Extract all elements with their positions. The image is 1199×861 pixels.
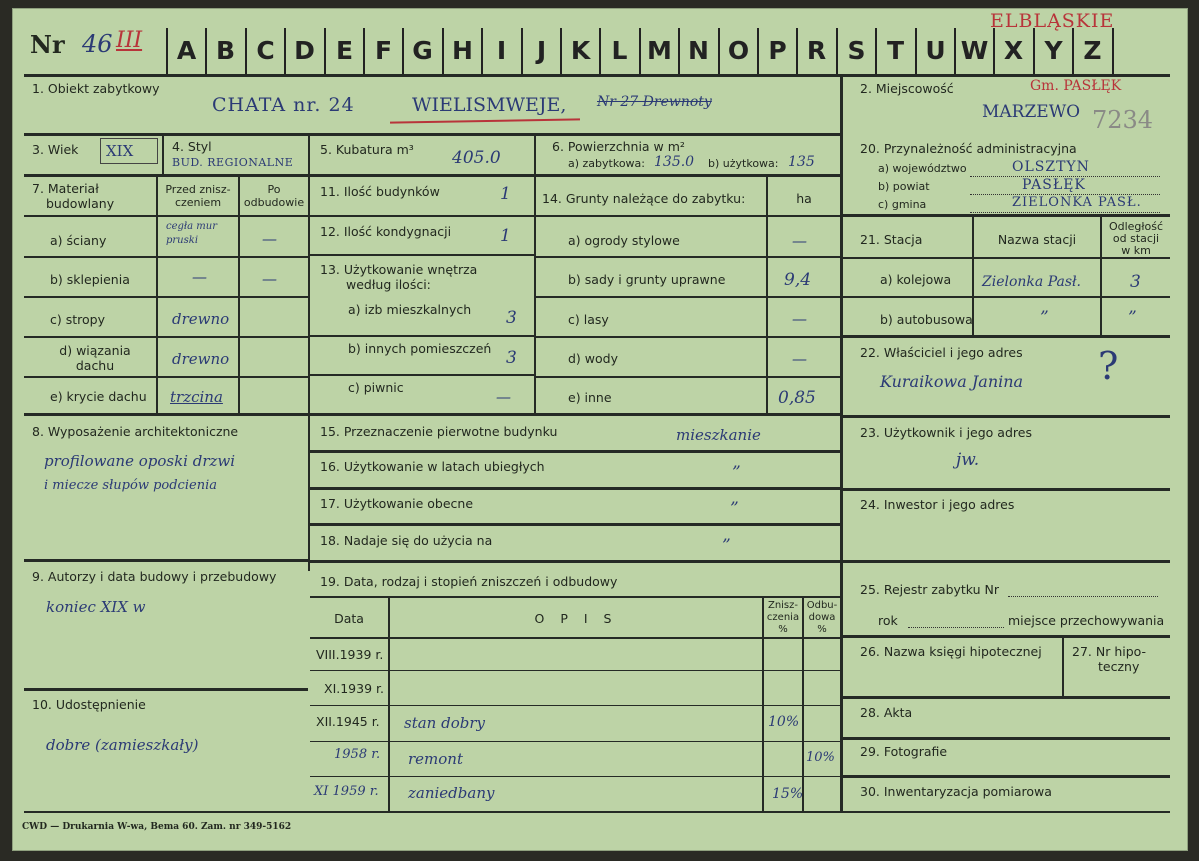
f14-label: 14. Grunty należące do zabytku:	[542, 191, 746, 206]
rule	[24, 133, 840, 136]
f8-line2: i miecze słupów podcienia	[44, 478, 217, 493]
rule	[310, 374, 534, 376]
dotted-line	[970, 212, 1160, 213]
rule	[843, 775, 1170, 778]
f17-label: 17. Użytkowanie obecne	[320, 496, 474, 511]
letter-m: M	[647, 35, 672, 65]
rule	[24, 296, 308, 298]
f19-col-date: Data	[334, 611, 364, 626]
f21-col-dist-3: w km	[1121, 244, 1151, 257]
rule	[162, 136, 164, 176]
rule	[24, 413, 840, 416]
f15-label: 15. Przeznaczenie pierwotne budynku	[320, 424, 558, 439]
rule	[24, 559, 308, 562]
f13-label-1: 13. Użytkowanie wnętrza	[320, 262, 478, 277]
f23-value: jw.	[956, 450, 980, 470]
f14-row-b-label: b) sady i grunty uprawne	[568, 272, 726, 287]
f6-val-b: 135	[788, 154, 815, 170]
rule	[24, 215, 308, 217]
f21-row-a-dist: 3	[1130, 272, 1141, 292]
f2-pencil: 7234	[1092, 106, 1154, 134]
f2-value: MARZEWO	[982, 102, 1081, 122]
f19-row-5-destr: 15%	[772, 786, 804, 802]
f23-label: 23. Użytkownik i jego adres	[860, 425, 1032, 440]
rule	[536, 376, 840, 378]
nr-value: 46	[82, 30, 113, 58]
letter-l: L	[611, 35, 628, 65]
f29-label: 29. Fotografie	[860, 744, 948, 759]
letter-z: Z	[1083, 35, 1102, 65]
rule	[843, 415, 1170, 418]
f7-row-c-label: c) stropy	[50, 312, 105, 327]
f14-row-e-value: 0,85	[778, 388, 816, 408]
rule	[536, 215, 840, 217]
letter-divider	[1112, 28, 1114, 74]
f5-value: 405.0	[452, 148, 501, 168]
f14-unit: ha	[796, 191, 812, 206]
rule	[843, 635, 1170, 638]
rule	[24, 256, 308, 258]
f20-b-label: b) powiat	[878, 180, 930, 193]
f19-row-3-desc: stan dobry	[404, 714, 485, 732]
f26-label: 26. Nazwa księgi hipotecznej	[860, 644, 1042, 659]
rule	[843, 296, 1170, 298]
f8-line1: profilowane oposki drzwi	[44, 452, 236, 470]
f19-col-destr-3: %	[778, 624, 788, 635]
f13-row-a-value: 3	[506, 308, 517, 328]
letter-p: P	[768, 35, 787, 65]
f7-col-before-1: Przed znisz-	[165, 183, 231, 196]
f20-a-label: a) województwo	[878, 162, 967, 175]
rule	[843, 560, 1170, 563]
rule	[24, 376, 308, 378]
letter-c: C	[256, 35, 275, 65]
letter-u: U	[925, 35, 946, 65]
f16-label: 16. Użytkowanie w latach ubiegłych	[320, 459, 545, 474]
rule	[843, 214, 1170, 217]
f28-label: 28. Akta	[860, 705, 913, 720]
rule	[534, 136, 536, 416]
f1-underline	[390, 118, 580, 123]
f7-col-after-1: Po	[267, 183, 281, 196]
rule	[843, 696, 1170, 699]
rule	[310, 741, 840, 742]
f2-red-note: Gm. PASŁĘK	[1030, 78, 1122, 94]
f15-value: mieszkanie	[676, 426, 761, 444]
f19-row-4-rebuild: 10%	[806, 750, 835, 765]
f19-row-3-date: XII.1945 r.	[316, 714, 380, 729]
f7-row-c-before: drewno	[172, 310, 230, 328]
f20-a-value: OLSZTYN	[1012, 159, 1090, 175]
letter-k: K	[570, 35, 591, 65]
rule	[310, 776, 840, 777]
f18-value: ”	[722, 536, 731, 556]
f13-row-c-label: c) piwnic	[348, 380, 404, 395]
f21-row-a-label: a) kolejowa	[880, 272, 952, 287]
f11-label: 11. Ilość budynków	[320, 184, 440, 199]
rule	[308, 136, 310, 571]
f19-col-destr-2: czenia	[766, 612, 800, 623]
letter-f: F	[374, 35, 393, 65]
f14-row-a-value: —	[792, 232, 807, 250]
f22-label: 22. Właściciel i jego adres	[860, 345, 1023, 360]
footer-imprint: CWD — Drukarnia W-wa, Bema 60. Zam. nr 349-5162	[22, 822, 292, 832]
f3-label: 3. Wiek	[32, 142, 79, 157]
rule	[24, 336, 308, 338]
f19-label: 19. Data, rodzaj i stopień zniszczeń i odbudowy	[320, 574, 618, 589]
f12-label: 12. Ilość kondygnacji	[320, 224, 452, 239]
f13-row-c-value: —	[496, 388, 511, 406]
f7-row-b-after: —	[262, 270, 277, 288]
rule	[840, 77, 843, 812]
f16-value: ”	[732, 463, 741, 483]
f13-label-2: według ilości:	[346, 277, 431, 292]
f14-row-a-label: a) ogrody stylowe	[568, 233, 680, 248]
rule	[310, 560, 840, 563]
f7-row-d-label: d) wiązania dachu	[59, 343, 131, 373]
letter-t: T	[886, 35, 905, 65]
f1-label: 1. Obiekt zabytkowy	[32, 81, 160, 96]
f14-row-e-label: e) inne	[568, 390, 612, 405]
f14-row-b-value: 9,4	[784, 270, 812, 290]
f9-label: 9. Autorzy i data budowy i przebudowy	[32, 569, 277, 584]
f22-mark: ?	[1098, 344, 1119, 388]
rule	[24, 688, 308, 691]
f14-row-d-label: d) wody	[568, 351, 618, 366]
f25-place: miejsce przechowywania	[1008, 613, 1165, 628]
f19-col-rebuild-3: %	[817, 624, 827, 635]
f11-value: 1	[500, 184, 511, 204]
rule	[310, 215, 534, 217]
rule	[310, 705, 840, 706]
f21-col-name: Nazwa stacji	[997, 232, 1077, 247]
f19-row-3-destr: 10%	[768, 714, 800, 730]
f19-col-desc: O P I S	[534, 611, 618, 626]
f19-col-destr-1: Znisz-	[767, 600, 799, 611]
red-region-note: ELBLĄSKIE	[990, 10, 1115, 32]
f21-col-dist-1: Odległość	[1108, 220, 1164, 233]
letter-g: G	[412, 35, 433, 65]
f1-value: CHATA nr. 24	[212, 94, 355, 116]
f12-value: 1	[500, 226, 511, 246]
f7-row-a-after: —	[262, 230, 277, 248]
f27-label-2: teczny	[1098, 659, 1140, 674]
f25-label: 25. Rejestr zabytku Nr	[860, 582, 1000, 597]
rule	[843, 488, 1170, 491]
header-rule	[24, 74, 1170, 77]
f7-row-a-label: a) ściany	[50, 233, 107, 248]
f7-row-e-before: trzcina	[170, 388, 223, 406]
letter-s: S	[847, 35, 866, 65]
f21-label: 21. Stacja	[860, 232, 923, 247]
f19-row-5-desc: zaniedbany	[408, 784, 495, 802]
f5-label: 5. Kubatura m³	[320, 142, 414, 157]
f10-value: dobre (zamieszkały)	[46, 736, 199, 754]
dotted-line	[1008, 596, 1158, 597]
f9-value: koniec XIX w	[46, 598, 146, 616]
letter-d: D	[294, 35, 315, 65]
rule	[310, 335, 534, 337]
dotted-line	[908, 627, 1004, 628]
f18-label: 18. Nadaje się do użycia na	[320, 533, 493, 548]
f19-col-rebuild-2: dowa	[808, 612, 836, 623]
f7-col-after-2: odbudowie	[243, 196, 305, 209]
rule	[843, 335, 1170, 338]
f7-row-d-before: drewno	[172, 350, 230, 368]
rule	[310, 670, 840, 671]
rule	[310, 254, 534, 256]
letter-x: X	[1003, 35, 1024, 65]
f7-row-b-label: b) sklepienia	[50, 272, 130, 287]
f20-c-value: ZIELONKA PASŁ.	[1012, 195, 1142, 210]
letter-o: O	[727, 35, 750, 65]
f13-row-a-label: a) izb mieszkalnych	[348, 302, 472, 317]
f7-row-a-before: cegła mur pruski	[166, 221, 218, 246]
f14-row-d-value: —	[792, 350, 807, 368]
f4-label: 4. Styl	[172, 139, 212, 154]
letter-j: J	[536, 35, 547, 65]
rule	[843, 257, 1170, 259]
f2-label: 2. Miejscowość	[860, 81, 954, 96]
nr-label: Nr	[30, 30, 65, 59]
f20-label: 20. Przynależność administracyjna	[860, 141, 1077, 156]
letter-w: W	[960, 35, 989, 65]
f19-row-5-date: XI 1959 r.	[314, 784, 379, 799]
f7-col-before-2: czeniem	[174, 196, 222, 209]
f7-label-2: budowlany	[46, 196, 115, 211]
letter-n: N	[688, 35, 709, 65]
f6-sub-b: b) użytkowa:	[708, 157, 779, 170]
f19-row-4-date: 1958 r.	[334, 747, 381, 762]
f14-row-c-label: c) lasy	[568, 312, 609, 327]
f17-value: ”	[730, 499, 739, 519]
letter-a: A	[176, 35, 197, 65]
f21-row-a-name: Zielonka Pasł.	[982, 274, 1082, 290]
letter-b: B	[215, 35, 236, 65]
f4-value: BUD. REGIONALNE	[172, 156, 294, 169]
rule	[310, 450, 840, 453]
f21-col-dist-2: od stacji	[1112, 232, 1160, 245]
f20-c-label: c) gmina	[878, 198, 927, 211]
f19-row-4-desc: remont	[408, 750, 463, 768]
f13-row-b-value: 3	[506, 348, 517, 368]
rule	[843, 737, 1170, 740]
f6-label: 6. Powierzchnia w m²	[552, 139, 685, 154]
letter-e: E	[335, 35, 354, 65]
f8-label: 8. Wyposażenie architektoniczne	[32, 424, 239, 439]
nr-suffix: III	[116, 28, 143, 53]
rule	[536, 256, 840, 258]
f19-row-2-date: XI.1939 r.	[324, 681, 384, 696]
f27-label-1: 27. Nr hipo-	[1072, 644, 1147, 659]
f1-value2: WIELISMWEJE,	[412, 94, 567, 116]
f13-row-b-label: b) innych pomieszczeń	[348, 341, 492, 356]
f10-label: 10. Udostępnienie	[32, 697, 146, 712]
f22-value: Kuraikowa Janina	[880, 372, 1024, 391]
f7-row-e-label: e) krycie dachu	[50, 389, 147, 404]
f1-struck: Nr 27 Drewnoty	[597, 94, 712, 110]
letter-r: R	[806, 35, 827, 65]
letter-i: I	[496, 35, 507, 65]
rule	[536, 336, 840, 338]
f3-value: XIX	[106, 142, 134, 160]
rule	[388, 596, 390, 812]
f25-rok: rok	[878, 613, 898, 628]
record-card	[12, 8, 1188, 851]
rule	[310, 523, 840, 526]
f20-b-value: PASŁĘK	[1022, 177, 1086, 193]
rule	[24, 174, 840, 177]
f7-row-b-before: —	[192, 268, 207, 286]
f19-col-rebuild-1: Odbu-	[806, 600, 838, 611]
letter-y: Y	[1044, 35, 1063, 65]
f6-sub-a: a) zabytkowa:	[568, 157, 645, 170]
f21-row-b-name: ”	[1040, 308, 1049, 328]
rule	[1062, 637, 1064, 697]
rule	[536, 296, 840, 298]
f19-row-1-date: VIII.1939 r.	[316, 647, 384, 662]
letter-h: H	[452, 35, 473, 65]
f21-row-b-label: b) autobusowa	[880, 312, 973, 327]
f7-label-1: 7. Materiał	[32, 181, 99, 196]
f21-row-b-dist: ”	[1128, 308, 1137, 328]
f24-label: 24. Inwestor i jego adres	[860, 497, 1015, 512]
rule	[310, 487, 840, 490]
f14-row-c-value: —	[792, 310, 807, 328]
f6-val-a: 135.0	[654, 154, 695, 170]
rule	[24, 811, 1170, 813]
f30-label: 30. Inwentaryzacja pomiarowa	[860, 784, 1052, 799]
rule	[310, 637, 840, 639]
